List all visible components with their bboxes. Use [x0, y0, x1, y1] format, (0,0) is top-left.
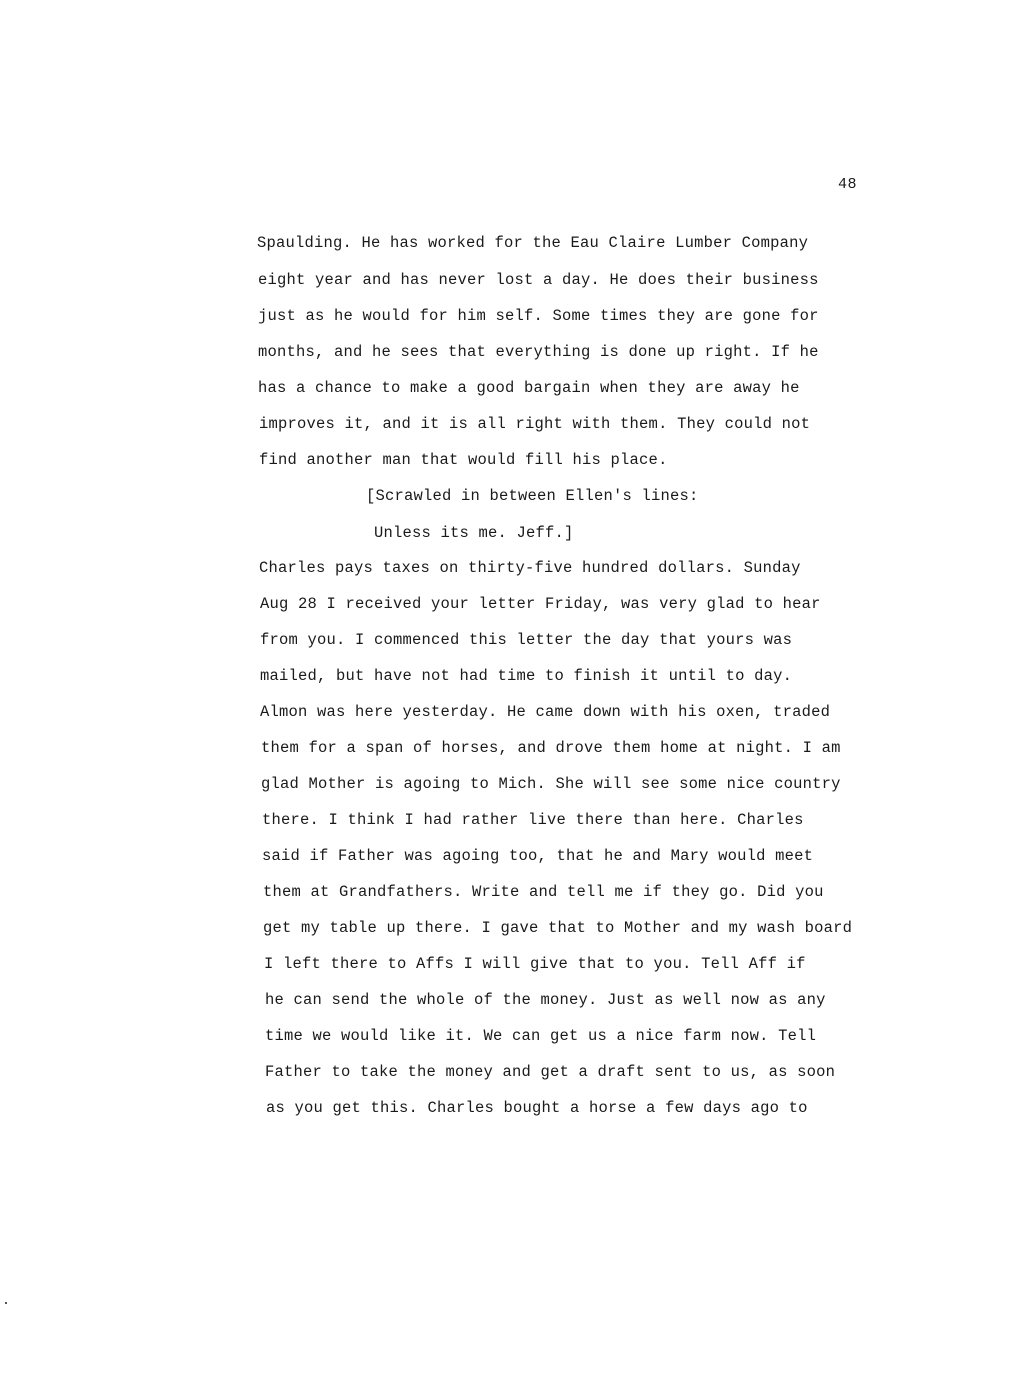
text-line: them at Grandfathers. Write and tell me if they go. Did you — [263, 883, 824, 901]
scan-speck — [5, 1302, 7, 1304]
annotation-line: [Scrawled in between Ellen's lines: — [366, 487, 699, 505]
text-line: improves it, and it is all right with them. They could not — [259, 415, 811, 433]
annotation-line: Unless its me. Jeff.] — [374, 524, 574, 542]
text-line: Father to take the money and get a draft sent to us, as soon — [265, 1063, 836, 1081]
text-line: them for a span of horses, and drove them home at night. I am — [261, 739, 841, 757]
text-line: just as he would for him self. Some times they are gone for — [258, 307, 819, 325]
text-line: as you get this. Charles bought a horse a few days ago to — [266, 1099, 808, 1117]
text-line: Spaulding. He has worked for the Eau Claire Lumber Company — [257, 234, 809, 252]
text-line: eight year and has never lost a day. He does their business — [258, 271, 819, 289]
text-line: there. I think I had rather live there than here. Charles — [262, 811, 804, 829]
text-line: find another man that would fill his place. — [259, 451, 668, 469]
text-line: Aug 28 I received your letter Friday, was very glad to hear — [260, 595, 821, 613]
page-number: 48 — [838, 176, 858, 193]
text-line: months, and he sees that everything is done up right. If he — [258, 343, 819, 361]
text-line: Charles pays taxes on thirty-five hundred dollars. Sunday — [259, 559, 801, 577]
text-line: I left there to Affs I will give that to you. Tell Aff if — [264, 955, 806, 973]
text-line: Almon was here yesterday. He came down with his oxen, traded — [260, 703, 831, 721]
text-line: time we would like it. We can get us a nice farm now. Tell — [265, 1027, 817, 1045]
text-line: mailed, but have not had time to finish it until to day. — [260, 667, 793, 685]
text-line: glad Mother is agoing to Mich. She will see some nice country — [261, 775, 841, 793]
text-line: from you. I commenced this letter the day that yours was — [260, 631, 793, 649]
text-line: has a chance to make a good bargain when they are away he — [258, 379, 800, 397]
text-line: get my table up there. I gave that to Mother and my wash board — [263, 919, 853, 937]
text-line: he can send the whole of the money. Just as well now as any — [265, 991, 826, 1009]
text-line: said if Father was agoing too, that he and Mary would meet — [262, 847, 814, 865]
